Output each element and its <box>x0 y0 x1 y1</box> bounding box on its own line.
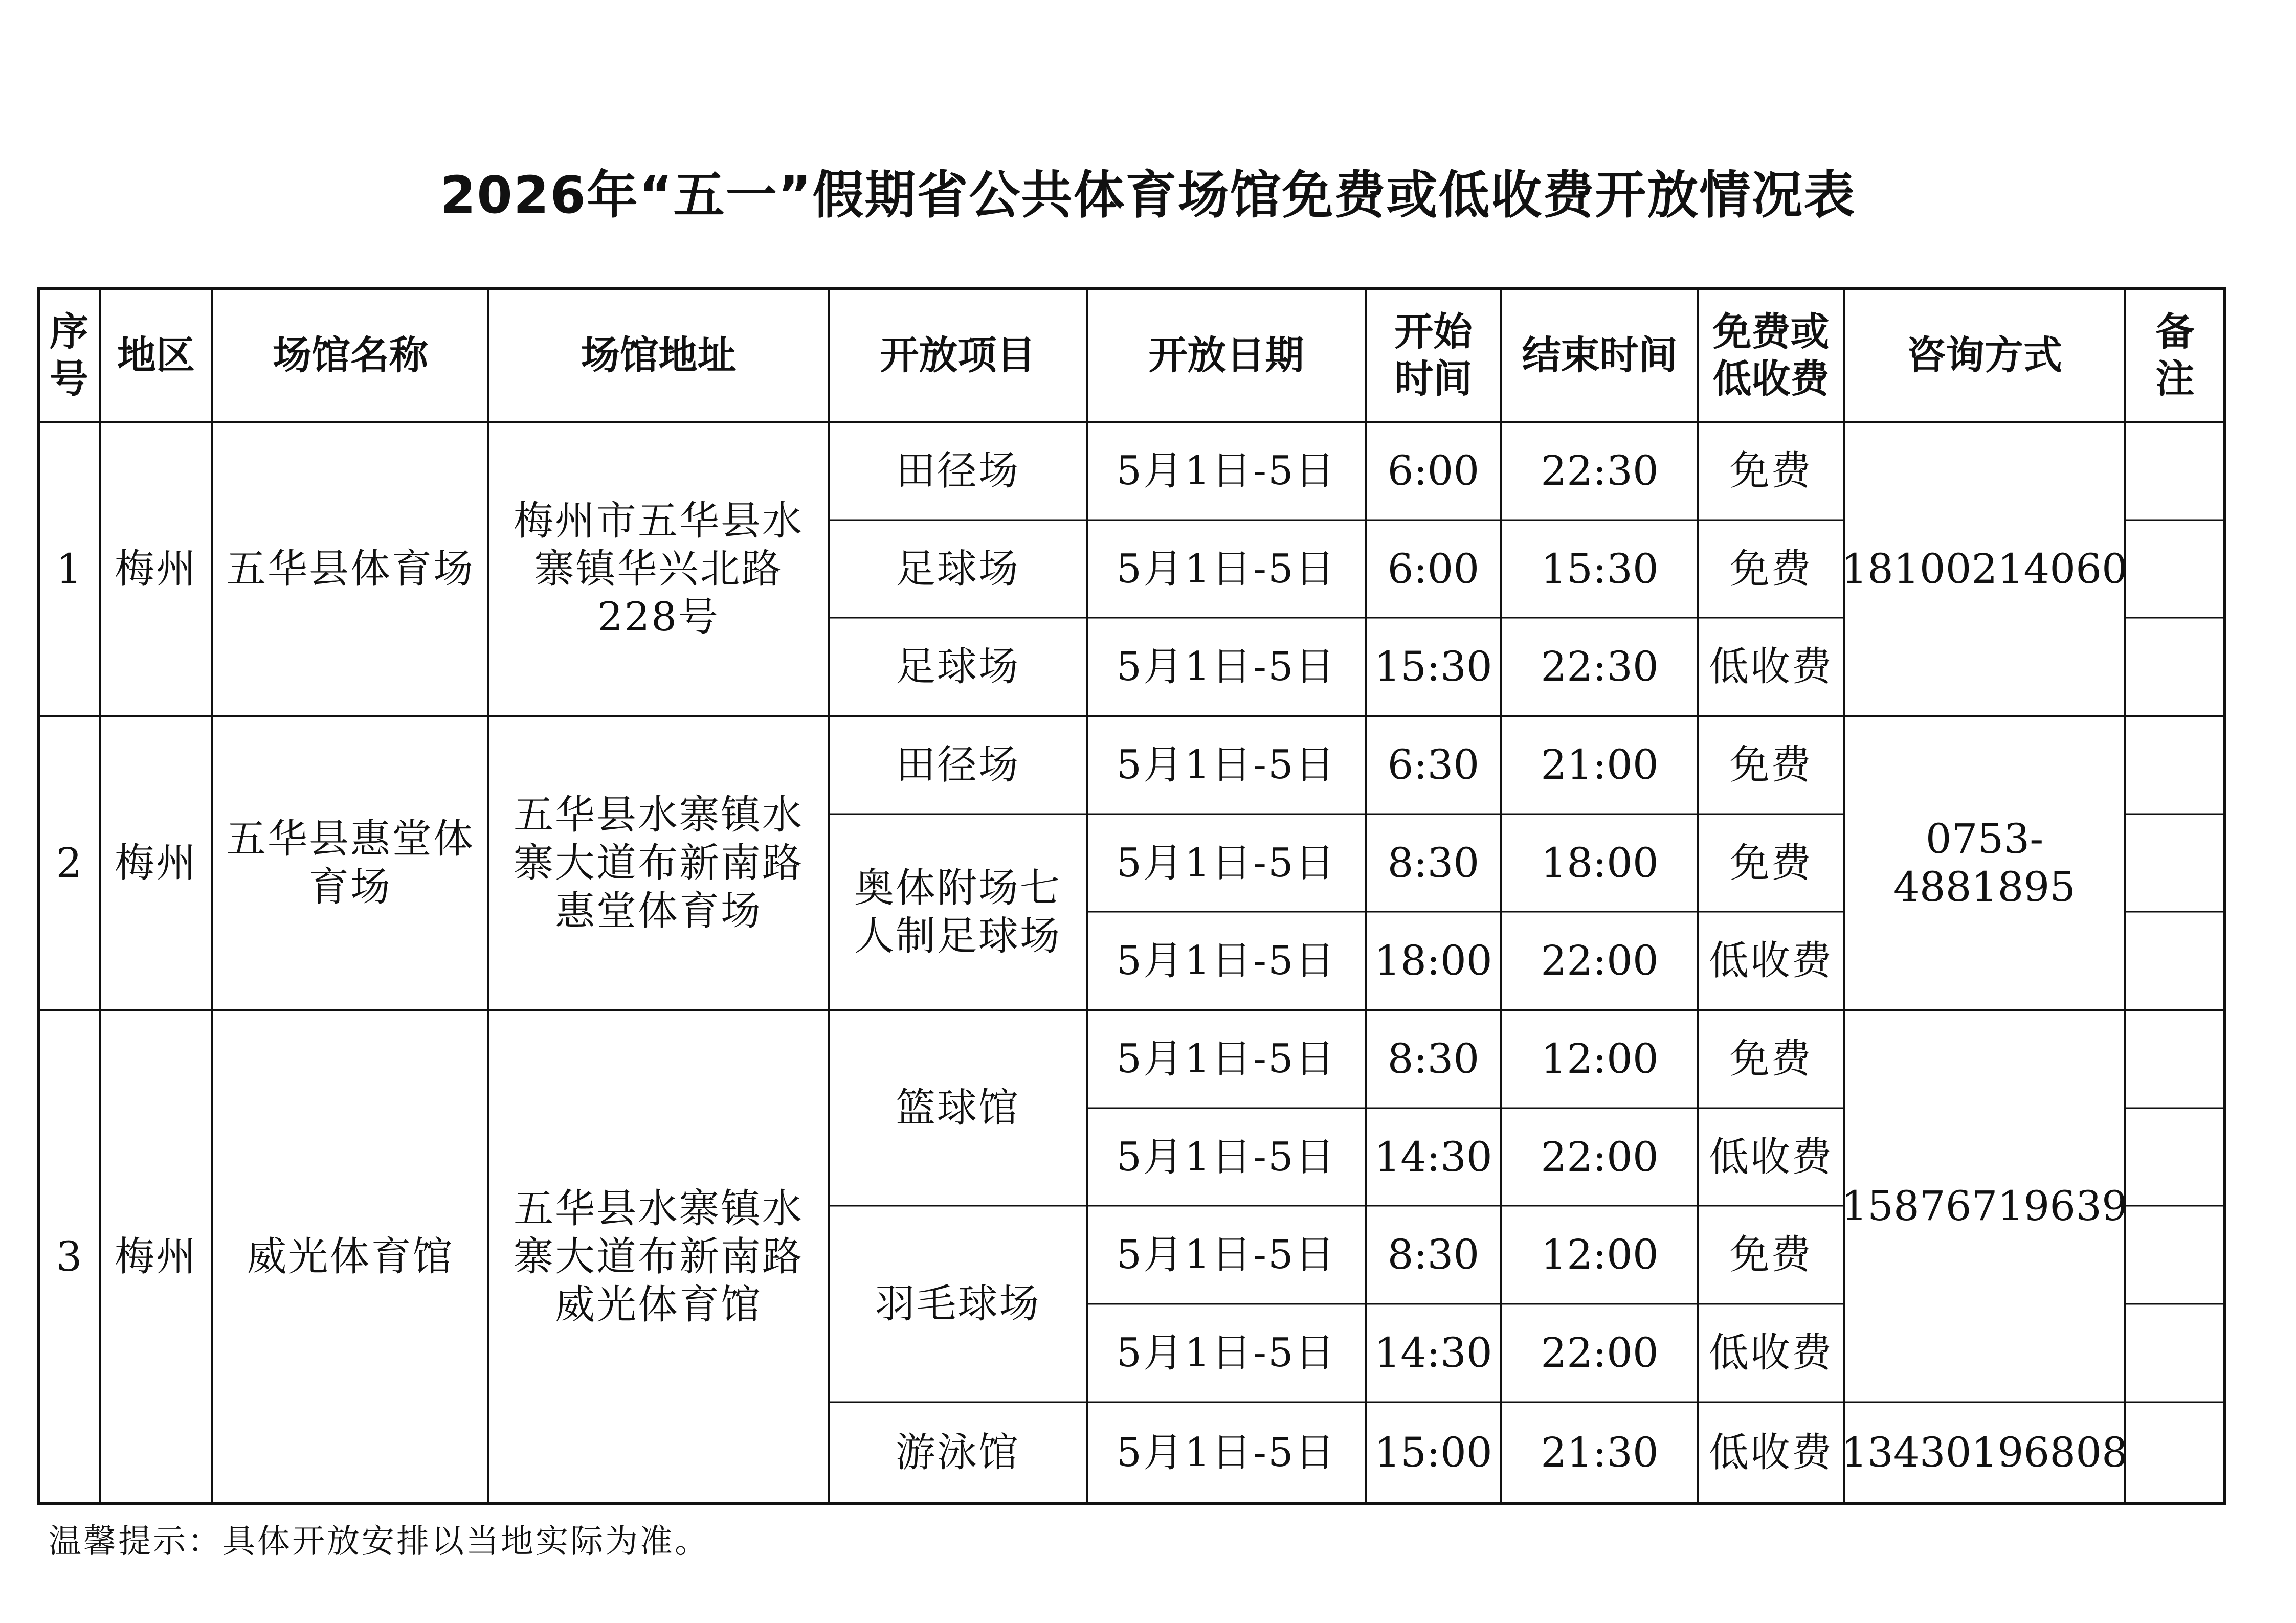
venue-name-cell: 威光体育馆 <box>247 1233 454 1280</box>
date-cell: 5月1日-5日 <box>1116 938 1336 984</box>
start-time-cell: 14:30 <box>1374 1329 1492 1377</box>
item-cell: 田径场 <box>895 742 1020 788</box>
fee-cell: 低收费 <box>1708 1134 1833 1180</box>
end-time-cell: 22:30 <box>1541 643 1659 690</box>
venue-name-cell: 五华县体育场 <box>226 546 475 592</box>
start-time-cell: 6:00 <box>1387 545 1480 593</box>
end-time-cell: 22:00 <box>1541 1133 1659 1181</box>
start-time-cell: 8:30 <box>1387 1035 1480 1083</box>
fee-cell: 低收费 <box>1708 1430 1833 1476</box>
fee-cell: 免费 <box>1729 1232 1813 1278</box>
fee-cell: 低收费 <box>1708 1330 1833 1376</box>
seq-cell: 3 <box>56 1232 82 1280</box>
fee-cell: 免费 <box>1729 840 1813 886</box>
end-time-cell: 22:30 <box>1541 447 1659 494</box>
fee-cell: 免费 <box>1729 1036 1813 1082</box>
start-time-cell: 15:30 <box>1374 643 1492 690</box>
venue-name-cell: 五华县惠堂体育场 <box>226 816 475 910</box>
region-cell: 梅州 <box>114 546 197 592</box>
footer-note: 温馨提示：具体开放安排以当地实际为准。 <box>49 1523 709 1561</box>
date-cell: 5月1日-5日 <box>1116 644 1336 690</box>
fee-cell: 低收费 <box>1708 938 1833 984</box>
header-date: 开放日期 <box>1148 332 1304 378</box>
date-cell: 5月1日-5日 <box>1116 546 1336 592</box>
venue-address-cell: 五华县水寨镇水寨大道布新南路威光体育馆 <box>513 1185 804 1328</box>
fee-cell: 免费 <box>1729 448 1813 494</box>
item-cell: 田径场 <box>895 448 1020 494</box>
date-cell: 5月1日-5日 <box>1116 1036 1336 1082</box>
item-cell: 足球场 <box>895 546 1020 592</box>
header-start: 开始时间 <box>1394 309 1473 401</box>
end-time-cell: 15:30 <box>1541 545 1659 593</box>
venue-address-cell: 五华县水寨镇水寨大道布新南路惠堂体育场 <box>513 792 804 934</box>
header-item: 开放项目 <box>880 332 1036 378</box>
page-title: 2026年“五一”假期省公共体育场馆免费或低收费开放情况表 <box>440 165 1856 225</box>
date-cell: 5月1日-5日 <box>1116 448 1336 494</box>
item-cell: 游泳馆 <box>895 1430 1020 1476</box>
date-cell: 5月1日-5日 <box>1116 1330 1336 1376</box>
seq-cell: 2 <box>56 839 82 887</box>
region-cell: 梅州 <box>114 840 197 886</box>
date-cell: 5月1日-5日 <box>1116 1134 1336 1180</box>
header-seq: 序号 <box>50 309 88 401</box>
header-venue-address: 场馆地址 <box>581 332 737 378</box>
contact-cell: 13430196808 <box>1841 1429 2128 1476</box>
end-time-cell: 21:30 <box>1541 1429 1659 1476</box>
fee-cell: 低收费 <box>1708 644 1833 690</box>
fee-cell: 免费 <box>1729 546 1813 592</box>
contact-cell: 0753-4881895 <box>1893 815 2076 911</box>
contact-cell: 15876719639 <box>1841 1182 2128 1230</box>
date-cell: 5月1日-5日 <box>1116 1232 1336 1278</box>
region-cell: 梅州 <box>114 1233 197 1280</box>
seq-cell: 1 <box>56 545 82 593</box>
end-time-cell: 22:00 <box>1541 937 1659 984</box>
header-region: 地区 <box>117 332 195 378</box>
header-remark: 备注 <box>2155 309 2195 401</box>
date-cell: 5月1日-5日 <box>1116 1430 1336 1476</box>
header-contact: 咨询方式 <box>1907 332 2062 378</box>
header-venue-name: 场馆名称 <box>273 332 428 378</box>
start-time-cell: 14:30 <box>1374 1133 1492 1181</box>
item-cell: 篮球馆 <box>895 1085 1020 1131</box>
start-time-cell: 6:30 <box>1387 741 1480 788</box>
item-cell: 足球场 <box>895 644 1020 690</box>
start-time-cell: 8:30 <box>1387 839 1480 887</box>
end-time-cell: 18:00 <box>1541 839 1659 887</box>
start-time-cell: 8:30 <box>1387 1231 1480 1278</box>
date-cell: 5月1日-5日 <box>1116 840 1336 886</box>
start-time-cell: 15:00 <box>1374 1429 1492 1476</box>
start-time-cell: 18:00 <box>1374 937 1492 984</box>
header-end: 结束时间 <box>1522 332 1678 378</box>
fee-cell: 免费 <box>1729 742 1813 788</box>
end-time-cell: 21:00 <box>1541 741 1659 788</box>
end-time-cell: 22:00 <box>1541 1329 1659 1377</box>
start-time-cell: 6:00 <box>1387 447 1480 494</box>
date-cell: 5月1日-5日 <box>1116 742 1336 788</box>
item-cell: 奥体附场七人制足球场 <box>854 865 1061 959</box>
contact-cell: 18100214060 <box>1841 545 2128 593</box>
header-fee: 免费或低收费 <box>1712 309 1830 401</box>
end-time-cell: 12:00 <box>1541 1231 1659 1278</box>
end-time-cell: 12:00 <box>1541 1035 1659 1083</box>
item-cell: 羽毛球场 <box>875 1281 1041 1327</box>
venue-address-cell: 梅州市五华县水寨镇华兴北路228号 <box>513 498 804 640</box>
